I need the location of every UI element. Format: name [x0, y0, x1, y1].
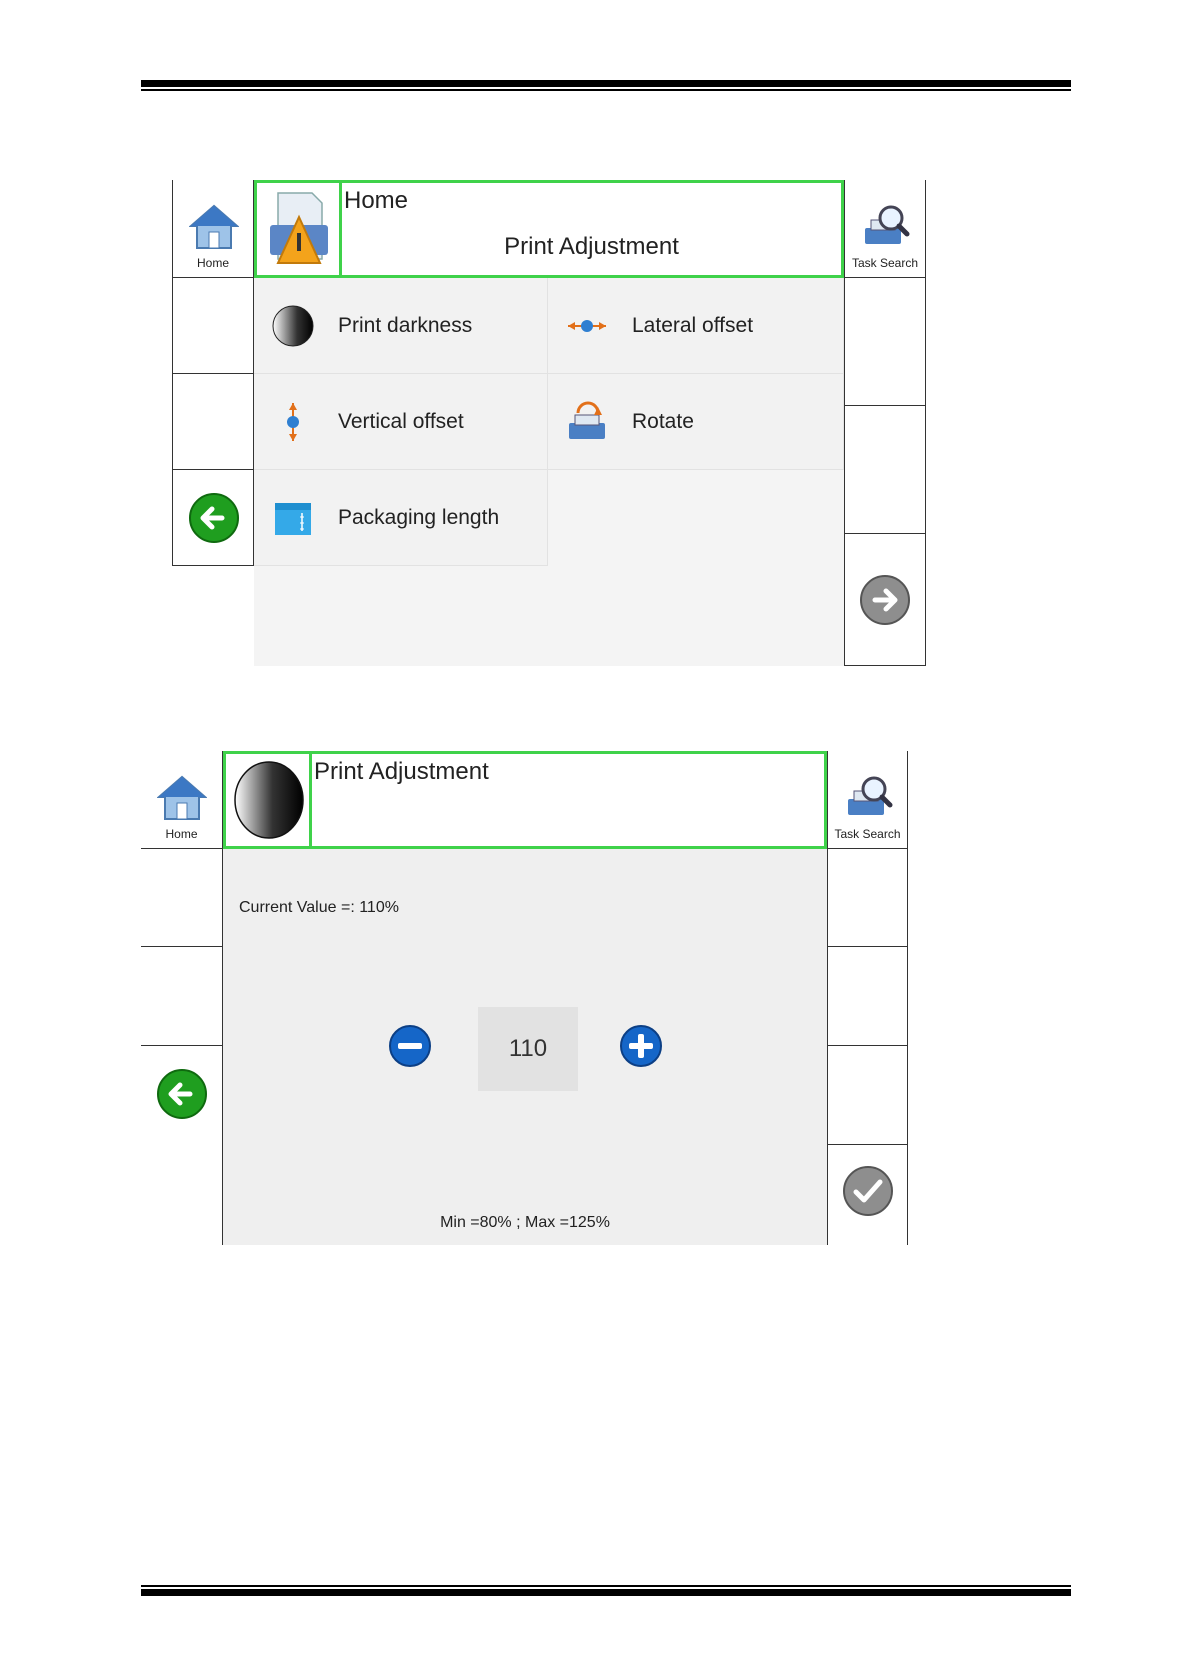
menu-item-packaging-length[interactable]: [254, 470, 548, 566]
task-search-icon: [861, 202, 911, 252]
menu-item-label: Packaging length: [338, 505, 500, 529]
increase-button[interactable]: [619, 1024, 663, 1068]
header-bar: [223, 751, 827, 849]
next-button[interactable]: [844, 534, 926, 666]
top-rule-thin: [141, 89, 1071, 91]
home-button[interactable]: [172, 180, 254, 278]
home-label: Home: [196, 256, 229, 270]
breadcrumb: Home: [344, 187, 409, 214]
back-button[interactable]: [141, 1046, 223, 1245]
checkmark-icon: [842, 1165, 894, 1217]
bottom-rule-thin: [141, 1585, 1071, 1587]
left-slot-1[interactable]: [141, 849, 223, 947]
task-search-button[interactable]: [827, 751, 908, 849]
screen-print-adjustment-menu: [172, 180, 926, 666]
packaging-box-icon: [272, 497, 314, 539]
home-button[interactable]: [141, 751, 223, 849]
left-slot-1[interactable]: [172, 278, 254, 374]
home-icon: [189, 204, 239, 250]
minus-icon: [388, 1024, 432, 1068]
header-bar: [254, 180, 844, 278]
back-arrow-icon: [156, 1068, 208, 1120]
left-slot-2[interactable]: [172, 374, 254, 470]
task-search-label: Task Search: [834, 827, 901, 841]
plus-icon: [619, 1024, 663, 1068]
decrease-button[interactable]: [388, 1024, 432, 1068]
value-text: 110: [508, 1035, 548, 1062]
right-slot-2[interactable]: [827, 947, 908, 1046]
range-label: Min =80% ; Max =125%: [440, 1214, 610, 1231]
menu-item-label: Lateral offset: [632, 313, 754, 337]
value-field[interactable]: [478, 1007, 578, 1091]
menu-item-lateral-offset[interactable]: [548, 278, 844, 374]
current-value-label: Current Value =: 110%: [239, 899, 399, 916]
adjust-panel: [223, 849, 827, 1245]
bottom-rule: [141, 1589, 1071, 1596]
printer-warning-icon: [264, 189, 334, 269]
menu-item-label: Rotate: [632, 409, 694, 433]
confirm-button[interactable]: [827, 1145, 908, 1245]
darkness-circle-icon: [234, 760, 304, 840]
right-slot-1[interactable]: [844, 278, 926, 406]
right-slot-2[interactable]: [844, 406, 926, 534]
lateral-offset-icon: [566, 305, 608, 347]
menu-item-label: Vertical offset: [338, 409, 464, 433]
page-title: Print Adjustment: [314, 758, 489, 785]
menu-item-vertical-offset[interactable]: [254, 374, 548, 470]
page-title: Print Adjustment: [504, 233, 679, 260]
back-arrow-icon: [188, 492, 240, 544]
darkness-circle-icon: [272, 305, 314, 347]
top-rule: [141, 80, 1071, 87]
screen-print-darkness-adjust: [141, 751, 908, 1245]
menu-item-rotate[interactable]: [548, 374, 844, 470]
left-slot-2[interactable]: [141, 947, 223, 1046]
task-search-label: Task Search: [851, 256, 919, 270]
header-icon-cell: [226, 754, 312, 846]
vertical-offset-icon: [272, 401, 314, 443]
next-arrow-icon: [859, 574, 911, 626]
menu-item-label: Print darkness: [338, 313, 473, 337]
right-slot-1[interactable]: [827, 849, 908, 947]
rotate-icon: [566, 401, 608, 443]
right-slot-3[interactable]: [827, 1046, 908, 1145]
home-label: Home: [165, 827, 198, 841]
home-icon: [157, 775, 207, 821]
back-button[interactable]: [172, 470, 254, 566]
task-search-icon: [844, 773, 894, 823]
header-icon-cell: [257, 183, 342, 275]
menu-item-print-darkness[interactable]: [254, 278, 548, 374]
task-search-button[interactable]: [844, 180, 926, 278]
